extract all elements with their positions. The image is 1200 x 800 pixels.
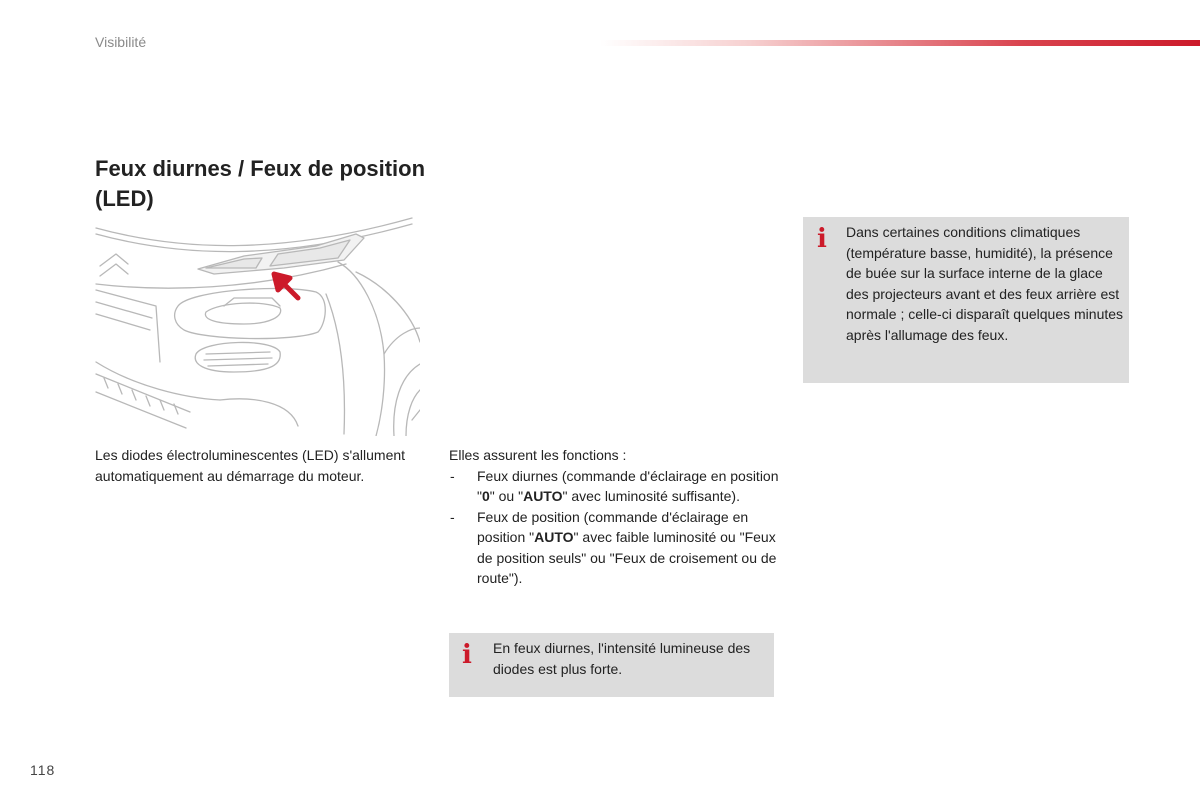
list-item-bold: AUTO (523, 488, 563, 504)
info-icon: i (462, 640, 472, 670)
page-title (95, 154, 515, 214)
list-item-text: " ou " (489, 488, 524, 504)
info-icon: i (817, 224, 827, 254)
car-front-led-illustration (94, 214, 420, 436)
functions-section (449, 445, 779, 589)
list-item-bold: 0 (481, 488, 490, 504)
title-line-1: Feux diurnes / Feux de position (95, 156, 426, 181)
header-accent-bar (600, 40, 1200, 46)
page-number: 118 (30, 762, 56, 778)
functions-intro: Elles assurent les fonctions : (449, 447, 627, 463)
info-box-text: Dans certaines conditions climatiques (température basse, humidité), la présence de buée sur la surface interne de la glace des projecteurs avant et des feux arrière est normale ; celle-ci disparaît quelques minutes après l'allumage des feux. (846, 224, 1124, 343)
functions-list (449, 466, 779, 589)
list-item-text: " avec faible luminosité ou "Feux de position seuls" ou "Feux de croisement ou de route"). (477, 529, 777, 586)
intro-text: Les diodes électroluminescentes (LED) s'allument automatiquement au démarrage du moteur. (95, 447, 406, 484)
list-item-bold: AUTO (534, 529, 574, 545)
list-item (449, 507, 779, 589)
list-dash: - (450, 508, 455, 525)
section-label: Visibilité (95, 34, 147, 50)
list-item-text: " avec luminosité suffisante). (562, 488, 740, 504)
list-dash: - (450, 467, 455, 484)
info-box-intensity (449, 633, 774, 697)
list-item-text: Feux diurnes (commande d'éclairage en position " (477, 467, 779, 504)
list-item-text: Feux de position (commande d'éclairage en position " (477, 508, 749, 545)
info-box-condensation (803, 217, 1129, 383)
list-item (449, 466, 779, 507)
info-box-text: En feux diurnes, l'intensité lumineuse des diodes est plus forte. (493, 640, 751, 677)
title-line-2: (LED) (95, 186, 154, 211)
